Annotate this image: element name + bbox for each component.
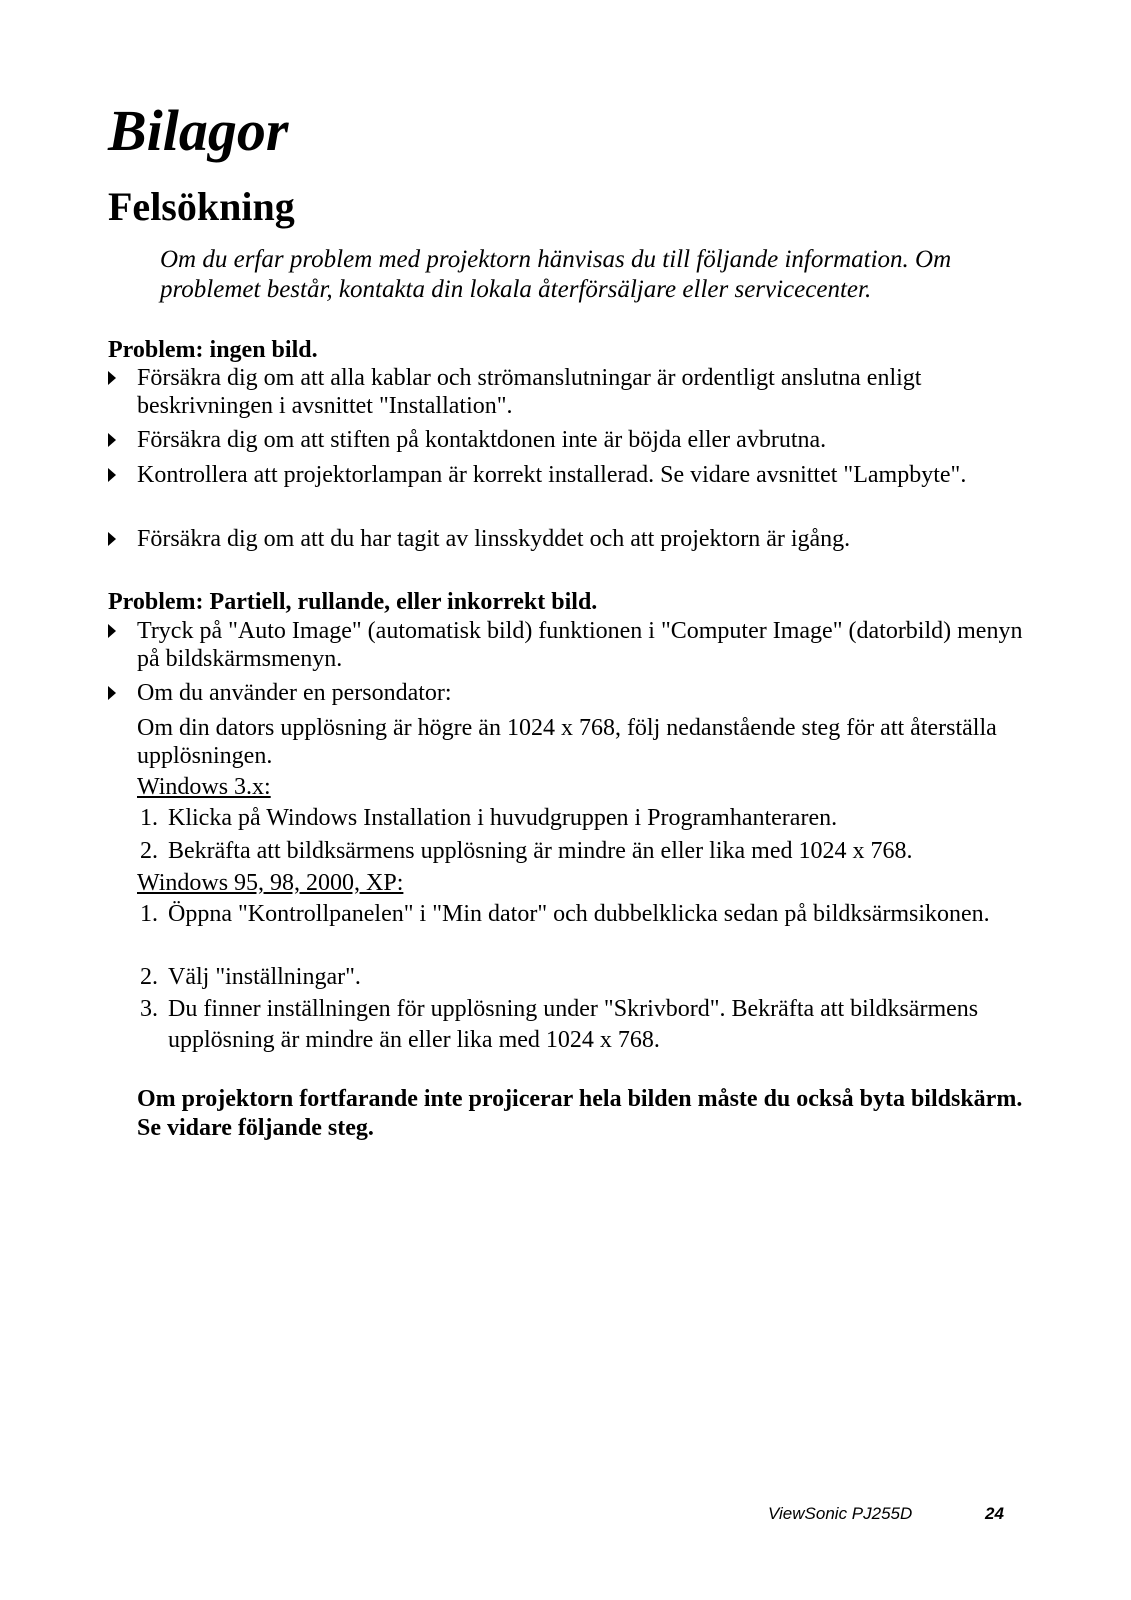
step-item <box>137 803 1037 834</box>
step-text: Du finner inställningen för upplösning under "Skrivbord". Bekräfta att bildksärmens upplösning är mindre än eller lika med 1024 x 768. <box>168 996 979 1053</box>
bullet-text: Försäkra dig om att du har tagit av linsskyddet och att projektorn är igång. <box>137 526 851 552</box>
problem-heading-partial-image: Problem: Partiell, rullande, eller inkorrekt bild. <box>108 589 598 615</box>
step-number: 3. <box>140 996 158 1022</box>
triangle-bullet-icon <box>108 686 116 700</box>
step-text: Välj "inställningar". <box>168 964 361 990</box>
intro-paragraph: Om du erfar problem med projektorn hänvisas du till följande information. Om problemet består, kontakta din lokala återförsäljare eller servicecenter. <box>160 246 952 303</box>
bullet-item <box>108 525 1038 553</box>
triangle-bullet-icon <box>108 468 116 482</box>
windows-95-xp-heading: Windows 95, 98, 2000, XP: <box>137 870 404 896</box>
resolution-paragraph: Om din dators upplösning är högre än 1024 x 768, följ nedanstående steg för att återställa upplösningen. <box>137 715 997 769</box>
bullet-text: Om du använder en persondator: <box>137 680 452 706</box>
step-text: Klicka på Windows Installation i huvudgruppen i Programhanteraren. <box>168 805 838 831</box>
step-number: 1. <box>140 901 158 927</box>
bullet-item <box>108 426 1038 454</box>
step-item <box>137 962 1037 993</box>
step-number: 2. <box>140 838 158 864</box>
problem-heading-no-image: Problem: ingen bild. <box>108 337 318 363</box>
bullet-item <box>108 461 1038 489</box>
triangle-bullet-icon <box>108 371 116 385</box>
step-number: 1. <box>140 805 158 831</box>
bullet-item <box>108 617 1038 673</box>
page-number: 24 <box>985 1504 1004 1523</box>
step-text: Öppna "Kontrollpanelen" i "Min dator" och dubbelklicka sedan på bildksärmsikonen. <box>168 901 990 927</box>
bullet-text: Tryck på "Auto Image" (automatisk bild) funktionen i "Computer Image" (datorbild) menyn på bildskärmsmenyn. <box>137 618 1023 672</box>
triangle-bullet-icon <box>108 433 116 447</box>
step-number: 2. <box>140 964 158 990</box>
bullet-item <box>108 364 1038 420</box>
footer-brand: ViewSonic PJ255D <box>768 1504 913 1523</box>
section-title: Felsökning <box>108 184 295 229</box>
step-item <box>137 836 1037 867</box>
triangle-bullet-icon <box>108 624 116 638</box>
bullet-text: Försäkra dig om att alla kablar och strömanslutningar är ordentligt anslutna enligt beskrivningen i avsnittet "Installation". <box>137 365 922 419</box>
bullet-item <box>108 679 1038 707</box>
chapter-title: Bilagor <box>108 98 289 163</box>
bold-note: Om projektorn fortfarande inte projicerar hela bilden måste du också byta bildskärm. Se vidare följande steg. <box>137 1086 1023 1141</box>
step-item <box>137 899 1037 930</box>
step-text: Bekräfta att bildksärmens upplösning är mindre än eller lika med 1024 x 768. <box>168 838 913 864</box>
bullet-text: Försäkra dig om att stiften på kontaktdonen inte är böjda eller avbrutna. <box>137 427 827 453</box>
bullet-text: Kontrollera att projektorlampan är korrekt installerad. Se vidare avsnittet "Lampbyte". <box>137 462 967 488</box>
windows-3x-heading: Windows 3.x: <box>137 774 271 800</box>
triangle-bullet-icon <box>108 532 116 546</box>
step-item <box>137 994 1037 1056</box>
